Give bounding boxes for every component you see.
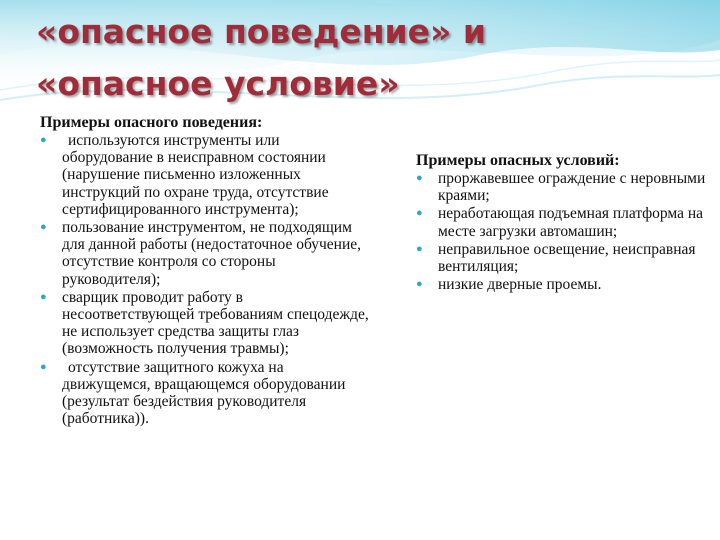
list-item-text: проржавевшее ограждение с неровными краями; bbox=[438, 170, 706, 205]
list-item-text: неправильное освещение, неисправная вентиляция; bbox=[438, 240, 696, 276]
title-line-2: «опасное условие» bbox=[36, 64, 400, 103]
list-item-text: сварщик проводит работу в несоответствующей требованиям спецодежде, не использует средства защиты глаз (возможность получения травмы); bbox=[62, 288, 369, 358]
dangerous-behavior-column bbox=[40, 114, 370, 428]
list-item-text: используются инструменты или оборудование в неисправном состоянии (нарушение письменно изложенных инструкций по охране труда, отсутствие сертифицированного инструмента); bbox=[62, 132, 329, 218]
list-item bbox=[416, 205, 706, 239]
list-item-text: неработающая подъемная платформа на месте загрузки автомашин; bbox=[438, 205, 704, 240]
title-line-1: «опасное поведение» и bbox=[36, 12, 486, 51]
bullet-icon: ● bbox=[40, 290, 47, 303]
list-item bbox=[40, 219, 370, 288]
list-item bbox=[416, 170, 706, 204]
dangerous-behavior-list bbox=[40, 132, 370, 427]
bullet-icon: ● bbox=[40, 221, 47, 234]
bullet-icon: ● bbox=[40, 134, 47, 146]
dangerous-conditions-column bbox=[416, 152, 706, 294]
dangerous-conditions-heading: Примеры опасных условий: bbox=[416, 152, 620, 169]
dangerous-conditions-list bbox=[416, 170, 706, 293]
bullet-icon: ● bbox=[416, 207, 423, 220]
bullet-icon: ● bbox=[40, 360, 47, 373]
bullet-icon: ● bbox=[416, 242, 423, 255]
list-item bbox=[416, 276, 706, 293]
list-item-text: низкие дверные проемы. bbox=[438, 276, 602, 294]
list-item bbox=[40, 289, 370, 358]
list-item bbox=[416, 241, 706, 275]
list-item-text: пользование инструментом, не подходящим для данной работы (недостаточное обучение, отсутствие контроля со стороны руководителя); bbox=[62, 219, 362, 288]
slide-title bbox=[36, 6, 676, 110]
list-item bbox=[40, 132, 370, 218]
list-item bbox=[40, 359, 370, 428]
dangerous-behavior-heading: Примеры опасного поведения: bbox=[40, 114, 263, 131]
bullet-icon: ● bbox=[416, 172, 423, 184]
list-item-text: отсутствие защитного кожуха на движущемся, вращающемся оборудовании (результат бездействия руководителя (работника)). bbox=[62, 358, 346, 428]
bullet-icon: ● bbox=[416, 278, 423, 291]
